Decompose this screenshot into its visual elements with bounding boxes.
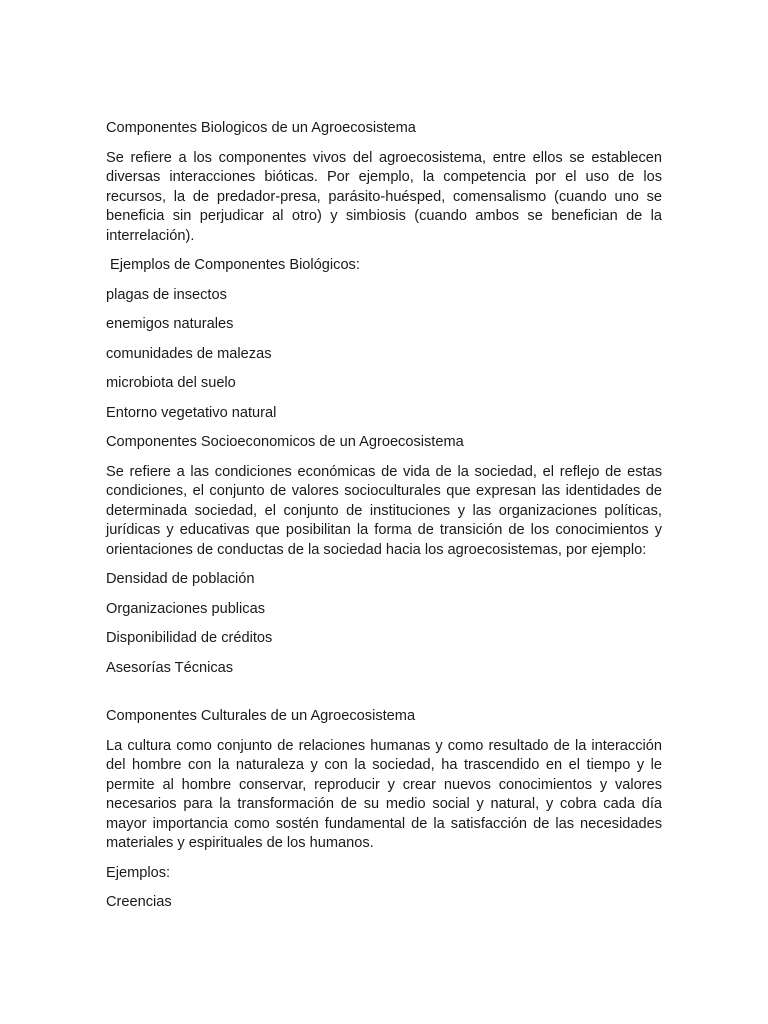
list-item: Entorno vegetativo natural bbox=[106, 404, 277, 421]
document-page bbox=[106, 119, 662, 923]
examples-label-culturales: Ejemplos: bbox=[106, 864, 171, 881]
list-item: Densidad de población bbox=[106, 571, 255, 587]
list-item: comunidades de malezas bbox=[106, 345, 272, 362]
list-item: plagas de insectos bbox=[106, 286, 227, 303]
section-heading-biologicos: Componentes Biologicos de un Agroecosistema bbox=[106, 120, 416, 136]
list-item: Organizaciones publicas bbox=[106, 600, 265, 617]
section-heading-socioeconomicos: Componentes Socioeconomicos de un Agroecosistema bbox=[106, 434, 464, 450]
list-item: microbiota del suelo bbox=[106, 375, 236, 391]
list-item: Disponibilidad de créditos bbox=[106, 630, 273, 646]
section-body-biologicos: Se refiere a los componentes vivos del agroecosistema, entre ellos se establecen diversas interacciones bióticas. Por ejemplo, la competencia por el uso de los recursos, la de predador-presa, parásito-huésped, comensalismo (cuando uno se beneficia sin perjudicar al otro) y simbiosis (cuando ambos se benefician de la interrelación). bbox=[106, 149, 662, 244]
blank-line bbox=[106, 688, 662, 707]
list-item: Creencias bbox=[106, 894, 172, 910]
section-body-culturales: La cultura como conjunto de relaciones humanas y como resultado de la interacción del hombre con la naturaleza y con la sociedad, ha trascendido en el tiempo y le permite al hombre conservar, reproducir y crear nuevos conocimientos y valores necesarios para la transformación de su medio social y natural, y cobra cada día mayor importancia como sostén fundamental de la satisfacción de las necesidades materiales y espirituales de los humanos. bbox=[106, 737, 662, 851]
examples-label-biologicos: Ejemplos de Componentes Biológicos: bbox=[106, 257, 360, 273]
list-item: enemigos naturales bbox=[106, 316, 234, 332]
section-body-socioeconomicos: Se refiere a las condiciones económicas de vida de la sociedad, el reflejo de estas condiciones, el conjunto de valores socioculturales que expresan las identidades de determinada sociedad, el conjunto de instituciones y las organizaciones políticas, jurídicas y educativas que posibilitan la forma de transición de los conocimientos y orientaciones de conductas de la sociedad hacia los agroecosistemas, por ejemplo: bbox=[106, 463, 662, 558]
list-item: Asesorías Técnicas bbox=[106, 659, 234, 676]
section-heading-culturales: Componentes Culturales de un Agroecosistema bbox=[106, 708, 416, 724]
